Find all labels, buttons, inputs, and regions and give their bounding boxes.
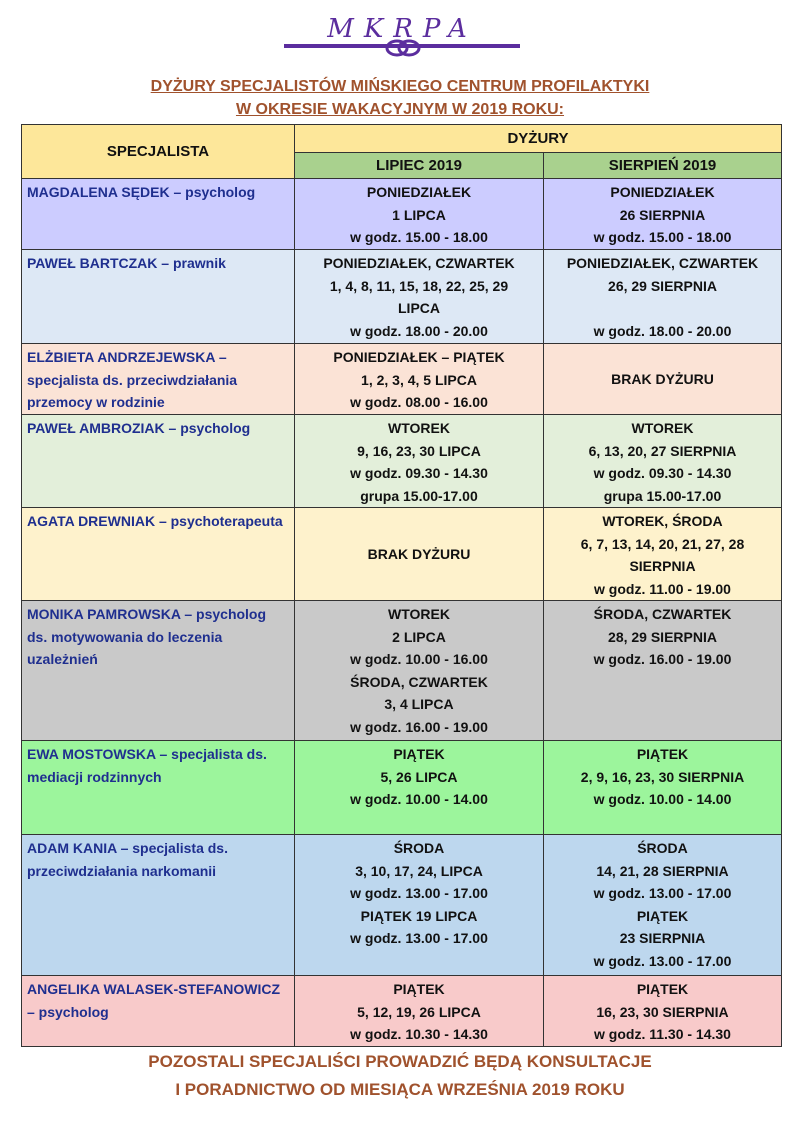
july-duty-cell: PIĄTEK 5, 12, 19, 26 LIPCA w godz. 10.30 - 14.30 bbox=[295, 976, 544, 1047]
august-duty-cell: BRAK DYŻURU bbox=[544, 344, 782, 415]
august-duty-cell: WTOREK 6, 13, 20, 27 SIERPNIA w godz. 09.30 - 14.30 grupa 15.00-17.00 bbox=[544, 415, 782, 508]
table-row bbox=[22, 508, 782, 601]
table-row bbox=[22, 179, 782, 250]
july-duty-cell: PONIEDZIAŁEK – PIĄTEK 1, 2, 3, 4, 5 LIPCA w godz. 08.00 - 16.00 bbox=[295, 344, 544, 415]
august-duty-cell: ŚRODA, CZWARTEK 28, 29 SIERPNIA w godz. 16.00 - 19.00 bbox=[544, 601, 782, 741]
mkrpa-logo bbox=[284, 14, 520, 60]
august-duty-cell: WTOREK, ŚRODA 6, 7, 13, 14, 20, 21, 27, 28 SIERPNIA w godz. 11.00 - 19.00 bbox=[544, 508, 782, 601]
specialist-cell: MONIKA PAMROWSKA – psycholog ds. motywowania do leczenia uzależnień bbox=[22, 601, 295, 741]
table-row bbox=[22, 344, 782, 415]
august-duty-cell: PIĄTEK 16, 23, 30 SIERPNIA w godz. 11.30 - 14.30 bbox=[544, 976, 782, 1047]
specialist-cell: ELŻBIETA ANDRZEJEWSKA – specjalista ds. przeciwdziałania przemocy w rodzinie bbox=[22, 344, 295, 415]
july-duty-cell: WTOREK 9, 16, 23, 30 LIPCA w godz. 09.30 - 14.30 grupa 15.00-17.00 bbox=[295, 415, 544, 508]
footer-note-line1: POZOSTALI SPECJALIŚCI PROWADZIĆ BĘDĄ KONSULTACJE bbox=[148, 1052, 652, 1071]
july-duty-cell: PONIEDZIAŁEK, CZWARTEK 1, 4, 8, 11, 15, 18, 22, 25, 29 LIPCA w godz. 18.00 - 20.00 bbox=[295, 250, 544, 344]
august-duty-cell: PONIEDZIAŁEK, CZWARTEK 26, 29 SIERPNIA w godz. 18.00 - 20.00 bbox=[544, 250, 782, 344]
specialist-cell: AGATA DREWNIAK – psychoterapeuta bbox=[22, 508, 295, 601]
specialist-cell: PAWEŁ AMBROZIAK – psycholog bbox=[22, 415, 295, 508]
footer-note-line2: I PORADNICTWO OD MIESIĄCA WRZEŚNIA 2019 ROKU bbox=[175, 1080, 625, 1099]
header-august: SIERPIEŃ 2019 bbox=[544, 153, 782, 179]
header-duty: DYŻURY bbox=[295, 125, 782, 153]
table-row bbox=[22, 741, 782, 835]
page-title: DYŻURY SPECJALISTÓW MIŃSKIEGO CENTRUM PROFILAKTYKI bbox=[150, 78, 650, 95]
table-row bbox=[22, 415, 782, 508]
specialist-cell: MAGDALENA SĘDEK – psycholog bbox=[22, 179, 295, 250]
header-july: LIPIEC 2019 bbox=[295, 153, 544, 179]
july-duty-cell: PONIEDZIAŁEK 1 LIPCA w godz. 15.00 - 18.00 bbox=[295, 179, 544, 250]
table-row bbox=[22, 835, 782, 976]
specialist-cell: PAWEŁ BARTCZAK – prawnik bbox=[22, 250, 295, 344]
specialist-cell: EWA MOSTOWSKA – specjalista ds. mediacji rodzinnych bbox=[22, 741, 295, 835]
logo-text: MKRPA bbox=[327, 14, 477, 44]
july-duty-cell: BRAK DYŻURU bbox=[295, 508, 544, 601]
specialist-cell: ADAM KANIA – specjalista ds. przeciwdziałania narkomanii bbox=[22, 835, 295, 976]
table-row bbox=[22, 976, 782, 1047]
table-row bbox=[22, 601, 782, 741]
august-duty-cell: PONIEDZIAŁEK 26 SIERPNIA w godz. 15.00 - 18.00 bbox=[544, 179, 782, 250]
table-row bbox=[22, 250, 782, 344]
july-duty-cell: PIĄTEK 5, 26 LIPCA w godz. 10.00 - 14.00 bbox=[295, 741, 544, 835]
july-duty-cell: WTOREK 2 LIPCA w godz. 10.00 - 16.00 ŚRODA, CZWARTEK 3, 4 LIPCA w godz. 16.00 - 19.00 bbox=[295, 601, 544, 741]
page-subtitle: W OKRESIE WAKACYJNYM W 2019 ROKU: bbox=[235, 101, 565, 118]
header-specialist: SPECJALISTA bbox=[22, 125, 295, 179]
knot-icon bbox=[384, 38, 422, 58]
august-duty-cell: ŚRODA 14, 21, 28 SIERPNIA w godz. 13.00 - 17.00 PIĄTEK 23 SIERPNIA w godz. 13.00 - 17.00 bbox=[544, 835, 782, 976]
august-duty-cell: PIĄTEK 2, 9, 16, 23, 30 SIERPNIA w godz. 10.00 - 14.00 bbox=[544, 741, 782, 835]
specialist-cell: ANGELIKA WALASEK-STEFANOWICZ – psycholog bbox=[22, 976, 295, 1047]
duty-schedule-table bbox=[21, 124, 782, 1047]
july-duty-cell: ŚRODA 3, 10, 17, 24, LIPCA w godz. 13.00 - 17.00 PIĄTEK 19 LIPCA w godz. 13.00 - 17.00 bbox=[295, 835, 544, 976]
